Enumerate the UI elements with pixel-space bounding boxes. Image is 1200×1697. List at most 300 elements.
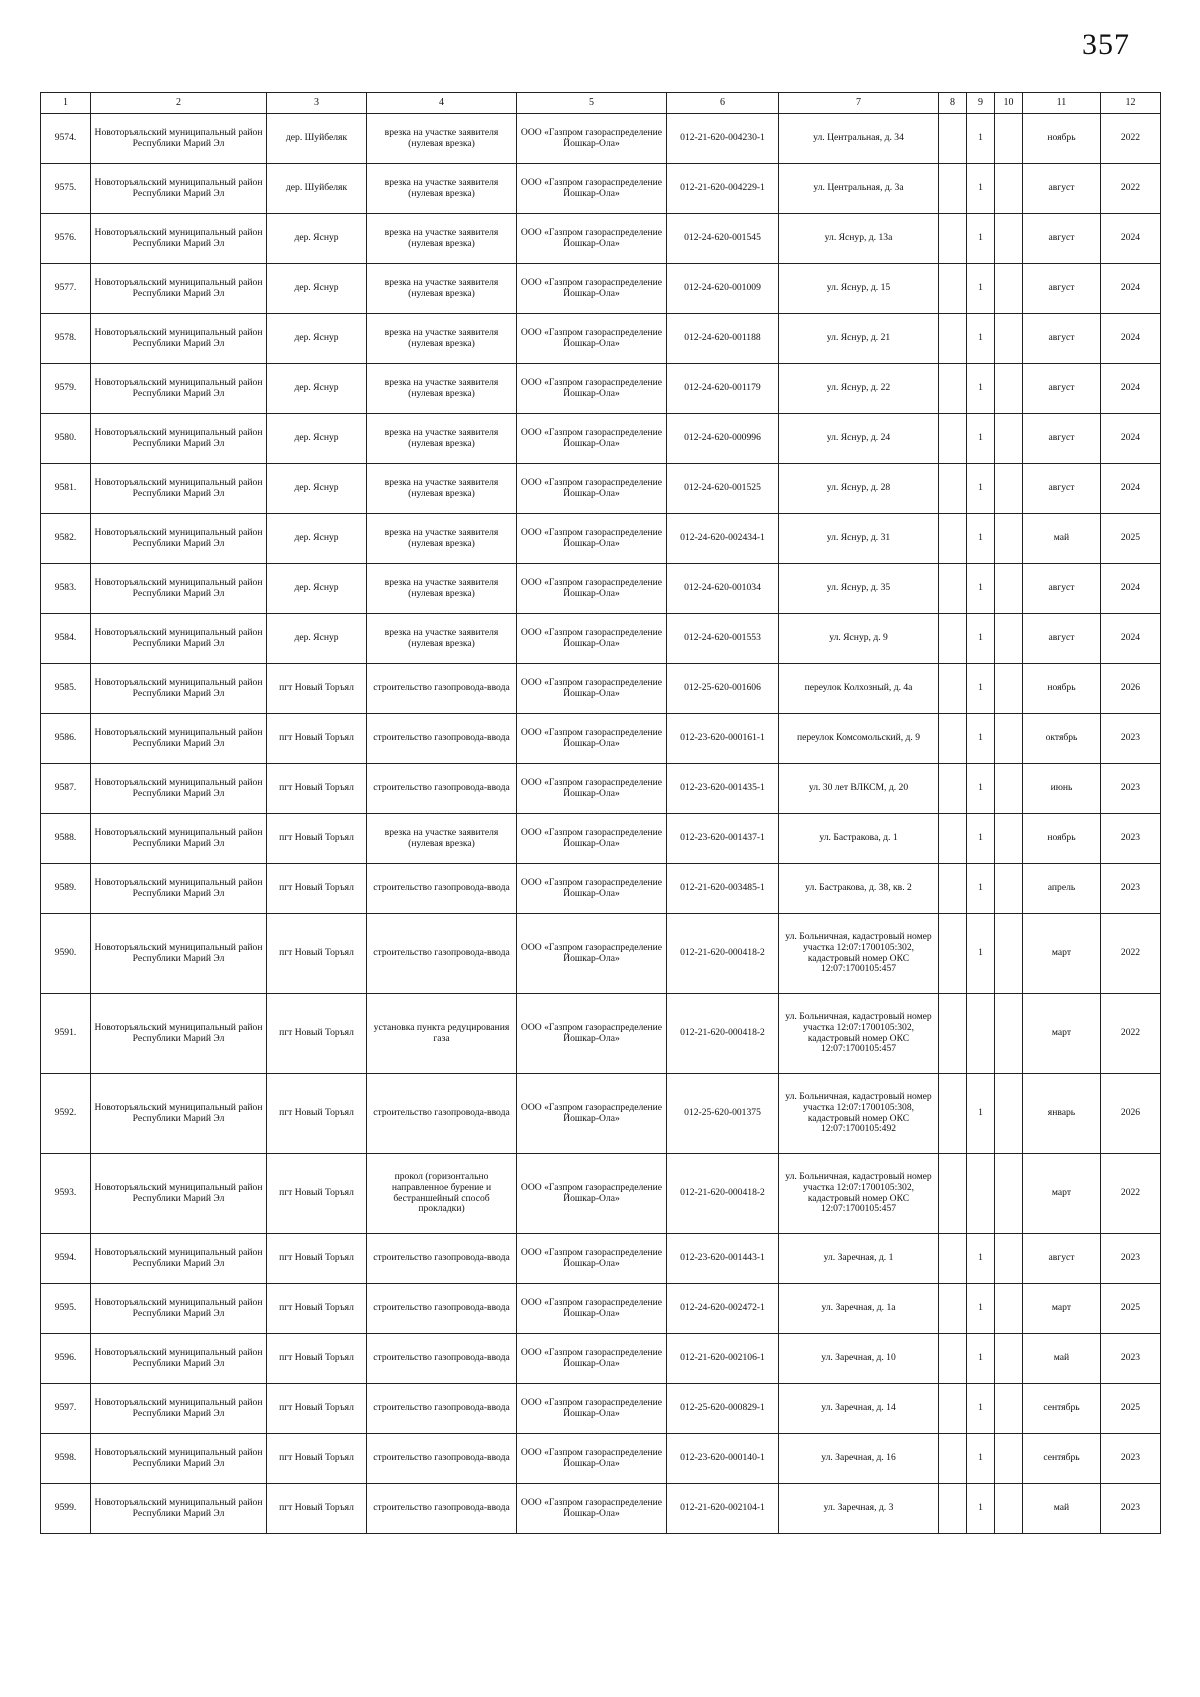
table-row [41,464,1161,514]
col-10-cell [995,164,1023,214]
col-9-cell: 1 [967,814,995,864]
settlement-cell: дер. Яснур [267,364,367,414]
month-cell: август [1023,414,1101,464]
col-8-cell [939,464,967,514]
work-type-cell: строительство газопровода-ввода [367,1334,517,1384]
address-cell: ул. Больничная, кадастровый номер участка 12:07:1700105:308, кадастровый номер ОКС 12:07:1700105:492 [779,1074,939,1154]
district-cell: Новоторъяльский муниципальный район Республики Марий Эл [91,1334,267,1384]
address-cell: ул. Центральная, д. 34 [779,114,939,164]
district-cell: Новоторъяльский муниципальный район Республики Марий Эл [91,464,267,514]
table-row [41,764,1161,814]
application-code-cell: 012-24-620-000996 [667,414,779,464]
district-cell: Новоторъяльский муниципальный район Республики Марий Эл [91,1384,267,1434]
col-10-cell [995,764,1023,814]
address-cell: ул. Заречная, д. 14 [779,1384,939,1434]
settlement-cell: пгт Новый Торъял [267,1284,367,1334]
address-cell: ул. Яснур, д. 31 [779,514,939,564]
work-type-cell: строительство газопровода-ввода [367,1384,517,1434]
col-8-cell [939,264,967,314]
month-cell: август [1023,314,1101,364]
year-cell: 2022 [1101,1154,1161,1234]
col-8-cell [939,164,967,214]
col-header-7: 7 [779,93,939,114]
district-cell: Новоторъяльский муниципальный район Республики Марий Эл [91,914,267,994]
col-header-6: 6 [667,93,779,114]
application-code-cell: 012-24-620-001545 [667,214,779,264]
district-cell: Новоторъяльский муниципальный район Республики Марий Эл [91,164,267,214]
settlement-cell: пгт Новый Торъял [267,914,367,994]
col-9-cell: 1 [967,114,995,164]
col-9-cell: 1 [967,164,995,214]
table-row [41,264,1161,314]
row-number: 9595. [41,1284,91,1334]
settlement-cell: пгт Новый Торъял [267,1384,367,1434]
table-row [41,1434,1161,1484]
table-row [41,1154,1161,1234]
col-8-cell [939,414,967,464]
work-type-cell: врезка на участке заявителя (нулевая врезка) [367,514,517,564]
table-row [41,914,1161,994]
organization-cell: ООО «Газпром газораспределение Йошкар-Ола» [517,164,667,214]
row-number: 9599. [41,1484,91,1534]
col-9-cell: 1 [967,664,995,714]
col-8-cell [939,564,967,614]
organization-cell: ООО «Газпром газораспределение Йошкар-Ола» [517,914,667,994]
address-cell: переулок Колхозный, д. 4а [779,664,939,714]
month-cell: август [1023,264,1101,314]
row-number: 9579. [41,364,91,414]
col-8-cell [939,614,967,664]
organization-cell: ООО «Газпром газораспределение Йошкар-Ола» [517,114,667,164]
col-9-cell [967,994,995,1074]
year-cell: 2025 [1101,514,1161,564]
col-10-cell [995,314,1023,364]
table-header [41,93,1161,114]
settlement-cell: дер. Яснур [267,464,367,514]
row-number: 9588. [41,814,91,864]
col-10-cell [995,914,1023,994]
col-8-cell [939,914,967,994]
organization-cell: ООО «Газпром газораспределение Йошкар-Ола» [517,514,667,564]
settlement-cell: пгт Новый Торъял [267,864,367,914]
application-code-cell: 012-24-620-001525 [667,464,779,514]
col-9-cell: 1 [967,1484,995,1534]
month-cell: сентябрь [1023,1384,1101,1434]
col-10-cell [995,514,1023,564]
month-cell: август [1023,1234,1101,1284]
district-cell: Новоторъяльский муниципальный район Республики Марий Эл [91,514,267,564]
work-type-cell: строительство газопровода-ввода [367,714,517,764]
organization-cell: ООО «Газпром газораспределение Йошкар-Ола» [517,1284,667,1334]
col-header-10: 10 [995,93,1023,114]
work-type-cell: врезка на участке заявителя (нулевая врезка) [367,214,517,264]
col-9-cell: 1 [967,1334,995,1384]
col-9-cell: 1 [967,214,995,264]
settlement-cell: пгт Новый Торъял [267,1234,367,1284]
organization-cell: ООО «Газпром газораспределение Йошкар-Ола» [517,414,667,464]
organization-cell: ООО «Газпром газораспределение Йошкар-Ола» [517,614,667,664]
year-cell: 2024 [1101,314,1161,364]
district-cell: Новоторъяльский муниципальный район Республики Марий Эл [91,1484,267,1534]
row-number: 9592. [41,1074,91,1154]
application-code-cell: 012-23-620-000140-1 [667,1434,779,1484]
organization-cell: ООО «Газпром газораспределение Йошкар-Ола» [517,1434,667,1484]
table-row [41,714,1161,764]
table-row [41,1074,1161,1154]
application-code-cell: 012-21-620-002104-1 [667,1484,779,1534]
col-9-cell: 1 [967,264,995,314]
settlement-cell: дер. Яснур [267,614,367,664]
table-row [41,564,1161,614]
year-cell: 2023 [1101,1234,1161,1284]
month-cell: август [1023,364,1101,414]
application-code-cell: 012-25-620-001375 [667,1074,779,1154]
col-9-cell: 1 [967,864,995,914]
address-cell: ул. Яснур, д. 21 [779,314,939,364]
table-row [41,314,1161,364]
organization-cell: ООО «Газпром газораспределение Йошкар-Ола» [517,214,667,264]
address-cell: ул. Бастракова, д. 38, кв. 2 [779,864,939,914]
settlement-cell: дер. Яснур [267,514,367,564]
month-cell: март [1023,1154,1101,1234]
application-code-cell: 012-23-620-001443-1 [667,1234,779,1284]
month-cell: август [1023,214,1101,264]
work-type-cell: врезка на участке заявителя (нулевая врезка) [367,614,517,664]
address-cell: ул. Больничная, кадастровый номер участка 12:07:1700105:302, кадастровый номер ОКС 12:07:1700105:457 [779,994,939,1074]
work-type-cell: строительство газопровода-ввода [367,1234,517,1284]
col-10-cell [995,1384,1023,1434]
col-8-cell [939,864,967,914]
district-cell: Новоторъяльский муниципальный район Республики Марий Эл [91,1284,267,1334]
table-row [41,164,1161,214]
work-type-cell: врезка на участке заявителя (нулевая врезка) [367,364,517,414]
col-9-cell: 1 [967,1234,995,1284]
settlement-cell: дер. Яснур [267,564,367,614]
table-row [41,614,1161,664]
table-body [41,114,1161,1534]
settlement-cell: пгт Новый Торъял [267,994,367,1074]
row-number: 9593. [41,1154,91,1234]
district-cell: Новоторъяльский муниципальный район Республики Марий Эл [91,214,267,264]
year-cell: 2023 [1101,714,1161,764]
organization-cell: ООО «Газпром газораспределение Йошкар-Ола» [517,1384,667,1434]
col-10-cell [995,664,1023,714]
year-cell: 2026 [1101,664,1161,714]
col-header-4: 4 [367,93,517,114]
settlement-cell: пгт Новый Торъял [267,1334,367,1384]
organization-cell: ООО «Газпром газораспределение Йошкар-Ола» [517,1484,667,1534]
address-cell: ул. Больничная, кадастровый номер участка 12:07:1700105:302, кадастровый номер ОКС 12:07:1700105:457 [779,914,939,994]
row-number: 9583. [41,564,91,614]
col-header-11: 11 [1023,93,1101,114]
col-9-cell: 1 [967,914,995,994]
col-10-cell [995,994,1023,1074]
month-cell: май [1023,1334,1101,1384]
district-cell: Новоторъяльский муниципальный район Республики Марий Эл [91,864,267,914]
work-type-cell: строительство газопровода-ввода [367,1074,517,1154]
col-8-cell [939,1154,967,1234]
col-8-cell [939,1284,967,1334]
district-cell: Новоторъяльский муниципальный район Республики Марий Эл [91,1154,267,1234]
district-cell: Новоторъяльский муниципальный район Республики Марий Эл [91,1234,267,1284]
month-cell: ноябрь [1023,814,1101,864]
district-cell: Новоторъяльский муниципальный район Республики Марий Эл [91,564,267,614]
address-cell: ул. Бастракова, д. 1 [779,814,939,864]
col-10-cell [995,214,1023,264]
month-cell: ноябрь [1023,664,1101,714]
col-9-cell: 1 [967,314,995,364]
col-10-cell [995,814,1023,864]
row-number: 9596. [41,1334,91,1384]
col-header-9: 9 [967,93,995,114]
settlement-cell: пгт Новый Торъял [267,714,367,764]
application-code-cell: 012-24-620-001188 [667,314,779,364]
address-cell: ул. Яснур, д. 15 [779,264,939,314]
settlement-cell: пгт Новый Торъял [267,814,367,864]
work-type-cell: врезка на участке заявителя (нулевая врезка) [367,114,517,164]
col-8-cell [939,1074,967,1154]
settlement-cell: дер. Шуйбеляк [267,114,367,164]
table-row [41,664,1161,714]
registry-table [40,92,1161,1534]
col-9-cell: 1 [967,414,995,464]
work-type-cell: врезка на участке заявителя (нулевая врезка) [367,164,517,214]
address-cell: ул. Заречная, д. 1а [779,1284,939,1334]
year-cell: 2024 [1101,264,1161,314]
district-cell: Новоторъяльский муниципальный район Республики Марий Эл [91,714,267,764]
col-10-cell [995,864,1023,914]
organization-cell: ООО «Газпром газораспределение Йошкар-Ола» [517,1234,667,1284]
district-cell: Новоторъяльский муниципальный район Республики Марий Эл [91,764,267,814]
table-row [41,1334,1161,1384]
col-8-cell [939,814,967,864]
application-code-cell: 012-24-620-002472-1 [667,1284,779,1334]
year-cell: 2026 [1101,1074,1161,1154]
month-cell: май [1023,1484,1101,1534]
settlement-cell: дер. Яснур [267,414,367,464]
col-8-cell [939,1334,967,1384]
organization-cell: ООО «Газпром газораспределение Йошкар-Ола» [517,364,667,414]
month-cell: март [1023,1284,1101,1334]
district-cell: Новоторъяльский муниципальный район Республики Марий Эл [91,1434,267,1484]
settlement-cell: пгт Новый Торъял [267,1154,367,1234]
work-type-cell: строительство газопровода-ввода [367,764,517,814]
address-cell: ул. Яснур, д. 9 [779,614,939,664]
col-8-cell [939,994,967,1074]
application-code-cell: 012-24-620-001179 [667,364,779,414]
application-code-cell: 012-21-620-004230-1 [667,114,779,164]
row-number: 9576. [41,214,91,264]
table-row [41,364,1161,414]
district-cell: Новоторъяльский муниципальный район Республики Марий Эл [91,614,267,664]
col-9-cell [967,1154,995,1234]
address-cell: ул. Заречная, д. 1 [779,1234,939,1284]
col-9-cell: 1 [967,764,995,814]
year-cell: 2023 [1101,1484,1161,1534]
month-cell: май [1023,514,1101,564]
settlement-cell: пгт Новый Торъял [267,1484,367,1534]
col-8-cell [939,214,967,264]
col-10-cell [995,1074,1023,1154]
work-type-cell: врезка на участке заявителя (нулевая врезка) [367,464,517,514]
work-type-cell: строительство газопровода-ввода [367,664,517,714]
work-type-cell: установка пункта редуцирования газа [367,994,517,1074]
application-code-cell: 012-21-620-004229-1 [667,164,779,214]
col-10-cell [995,1284,1023,1334]
application-code-cell: 012-21-620-000418-2 [667,994,779,1074]
application-code-cell: 012-21-620-000418-2 [667,1154,779,1234]
table-row [41,864,1161,914]
address-cell: ул. Заречная, д. 3 [779,1484,939,1534]
work-type-cell: врезка на участке заявителя (нулевая врезка) [367,814,517,864]
month-cell: январь [1023,1074,1101,1154]
application-code-cell: 012-23-620-001435-1 [667,764,779,814]
year-cell: 2023 [1101,764,1161,814]
col-8-cell [939,314,967,364]
district-cell: Новоторъяльский муниципальный район Республики Марий Эл [91,314,267,364]
col-10-cell [995,114,1023,164]
organization-cell: ООО «Газпром газораспределение Йошкар-Ола» [517,464,667,514]
address-cell: ул. Яснур, д. 35 [779,564,939,614]
organization-cell: ООО «Газпром газораспределение Йошкар-Ола» [517,1074,667,1154]
col-10-cell [995,714,1023,764]
address-cell: ул. 30 лет ВЛКСМ, д. 20 [779,764,939,814]
table-row [41,1384,1161,1434]
settlement-cell: дер. Яснур [267,264,367,314]
work-type-cell: врезка на участке заявителя (нулевая врезка) [367,564,517,614]
table-row [41,414,1161,464]
col-header-2: 2 [91,93,267,114]
application-code-cell: 012-25-620-000829-1 [667,1384,779,1434]
year-cell: 2023 [1101,1334,1161,1384]
year-cell: 2024 [1101,214,1161,264]
row-number: 9581. [41,464,91,514]
row-number: 9580. [41,414,91,464]
district-cell: Новоторъяльский муниципальный район Республики Марий Эл [91,264,267,314]
year-cell: 2024 [1101,364,1161,414]
row-number: 9589. [41,864,91,914]
district-cell: Новоторъяльский муниципальный район Республики Марий Эл [91,414,267,464]
district-cell: Новоторъяльский муниципальный район Республики Марий Эл [91,364,267,414]
year-cell: 2024 [1101,614,1161,664]
work-type-cell: строительство газопровода-ввода [367,1434,517,1484]
organization-cell: ООО «Газпром газораспределение Йошкар-Ола» [517,264,667,314]
row-number: 9590. [41,914,91,994]
row-number: 9594. [41,1234,91,1284]
col-10-cell [995,1434,1023,1484]
month-cell: август [1023,564,1101,614]
col-10-cell [995,1484,1023,1534]
col-10-cell [995,614,1023,664]
work-type-cell: прокол (горизонтально направленное бурение и бестраншейный способ прокладки) [367,1154,517,1234]
col-10-cell [995,1234,1023,1284]
header-row [41,93,1161,114]
col-8-cell [939,114,967,164]
row-number: 9598. [41,1434,91,1484]
month-cell: август [1023,464,1101,514]
district-cell: Новоторъяльский муниципальный район Республики Марий Эл [91,1074,267,1154]
col-8-cell [939,664,967,714]
col-10-cell [995,414,1023,464]
address-cell: ул. Заречная, д. 10 [779,1334,939,1384]
address-cell: ул. Больничная, кадастровый номер участка 12:07:1700105:302, кадастровый номер ОКС 12:07:1700105:457 [779,1154,939,1234]
row-number: 9587. [41,764,91,814]
address-cell: ул. Яснур, д. 13а [779,214,939,264]
district-cell: Новоторъяльский муниципальный район Республики Марий Эл [91,114,267,164]
organization-cell: ООО «Газпром газораспределение Йошкар-Ола» [517,714,667,764]
application-code-cell: 012-23-620-001437-1 [667,814,779,864]
year-cell: 2022 [1101,994,1161,1074]
year-cell: 2024 [1101,564,1161,614]
month-cell: март [1023,994,1101,1074]
col-9-cell: 1 [967,614,995,664]
col-9-cell: 1 [967,364,995,414]
table-row [41,514,1161,564]
col-header-5: 5 [517,93,667,114]
organization-cell: ООО «Газпром газораспределение Йошкар-Ола» [517,994,667,1074]
district-cell: Новоторъяльский муниципальный район Республики Марий Эл [91,814,267,864]
organization-cell: ООО «Газпром газораспределение Йошкар-Ола» [517,1154,667,1234]
address-cell: ул. Яснур, д. 28 [779,464,939,514]
work-type-cell: строительство газопровода-ввода [367,864,517,914]
year-cell: 2023 [1101,814,1161,864]
year-cell: 2025 [1101,1284,1161,1334]
year-cell: 2023 [1101,1434,1161,1484]
row-number: 9591. [41,994,91,1074]
col-10-cell [995,364,1023,414]
address-cell: ул. Яснур, д. 22 [779,364,939,414]
row-number: 9586. [41,714,91,764]
year-cell: 2024 [1101,414,1161,464]
row-number: 9577. [41,264,91,314]
month-cell: апрель [1023,864,1101,914]
col-header-3: 3 [267,93,367,114]
table-row [41,814,1161,864]
month-cell: март [1023,914,1101,994]
year-cell: 2024 [1101,464,1161,514]
col-header-12: 12 [1101,93,1161,114]
district-cell: Новоторъяльский муниципальный район Республики Марий Эл [91,664,267,714]
organization-cell: ООО «Газпром газораспределение Йошкар-Ола» [517,314,667,364]
col-10-cell [995,464,1023,514]
col-9-cell: 1 [967,464,995,514]
table-row [41,1234,1161,1284]
application-code-cell: 012-23-620-000161-1 [667,714,779,764]
row-number: 9582. [41,514,91,564]
col-8-cell [939,1234,967,1284]
col-8-cell [939,514,967,564]
application-code-cell: 012-21-620-000418-2 [667,914,779,994]
col-9-cell: 1 [967,1284,995,1334]
row-number: 9584. [41,614,91,664]
table-row [41,114,1161,164]
col-9-cell: 1 [967,1074,995,1154]
settlement-cell: дер. Яснур [267,214,367,264]
address-cell: ул. Яснур, д. 24 [779,414,939,464]
application-code-cell: 012-25-620-001606 [667,664,779,714]
col-9-cell: 1 [967,714,995,764]
application-code-cell: 012-24-620-001034 [667,564,779,614]
organization-cell: ООО «Газпром газораспределение Йошкар-Ола» [517,764,667,814]
table-row [41,1284,1161,1334]
row-number: 9574. [41,114,91,164]
page-number: 357 [1082,28,1130,61]
address-cell: ул. Центральная, д. 3а [779,164,939,214]
work-type-cell: врезка на участке заявителя (нулевая врезка) [367,414,517,464]
year-cell: 2023 [1101,864,1161,914]
year-cell: 2022 [1101,914,1161,994]
col-8-cell [939,1384,967,1434]
